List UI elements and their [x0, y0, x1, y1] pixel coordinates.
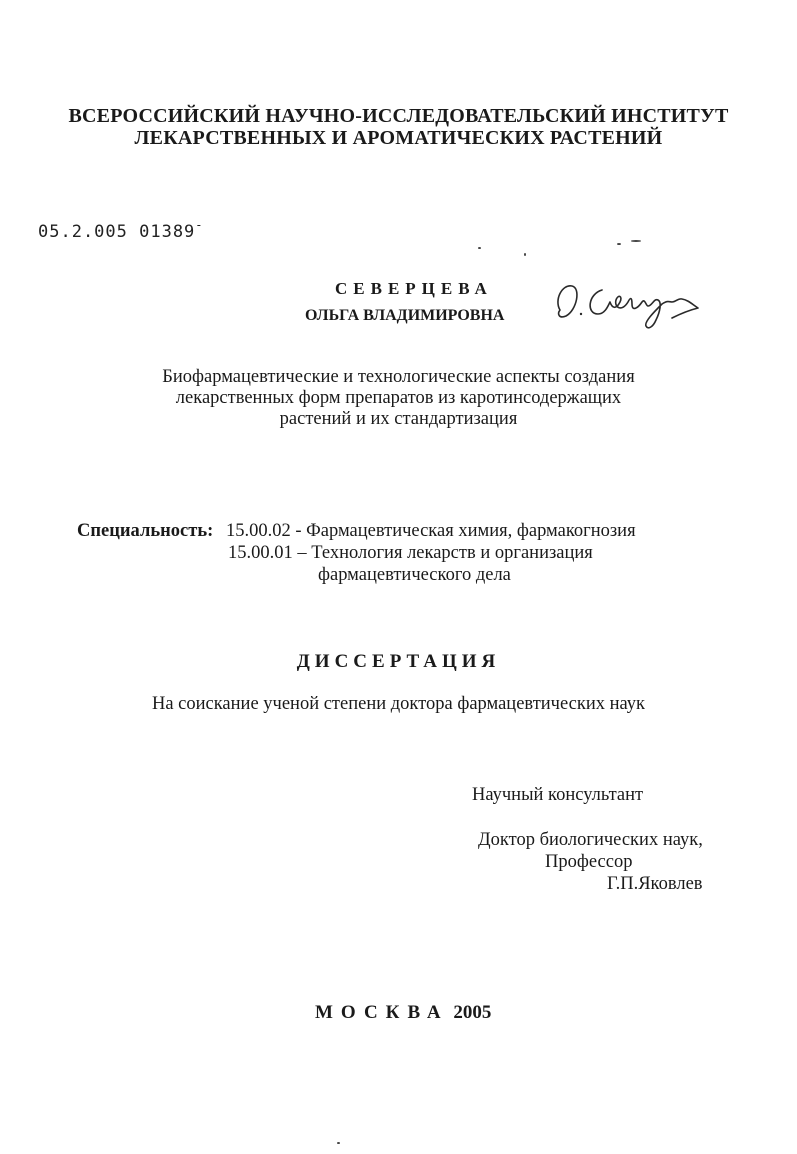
title-line-1: Биофармацевтические и технологические аспекты создания [162, 367, 635, 387]
archive-stamp-code: 05.2.005 01389- [38, 218, 204, 242]
author-signature [550, 272, 705, 342]
specialty-label: Специальность: [77, 521, 214, 541]
institute-name-line2: ЛЕКАРСТВЕННЫХ И АРОМАТИЧЕСКИХ РАСТЕНИЙ [134, 127, 663, 149]
scan-speck [617, 243, 621, 245]
degree-statement: На соискание ученой степени доктора фармацевтических наук [151, 694, 646, 714]
consultant-label: Научный консультант [472, 785, 644, 805]
scan-speck [631, 240, 641, 242]
title-line-2: лекарственных форм препаратов из каротинсодержащих [175, 388, 622, 408]
author-first-patronymic: ОЛЬГА ВЛАДИМИРОВНА [305, 307, 505, 324]
dissertation-title [0, 367, 797, 430]
specialty-line-3: фармацевтического дела [318, 565, 511, 585]
year: 2005 [453, 1002, 492, 1023]
document-type-heading: ДИССЕРТАЦИЯ [296, 651, 501, 672]
archive-code-text: 05.2.005 01389 [38, 222, 196, 242]
author-surname: СЕВЕРЦЕВА [335, 279, 493, 298]
title-line-3: растений и их стандартизация [279, 409, 518, 429]
scan-speck [337, 1142, 340, 1144]
consultant-degree: Доктор биологических наук, [478, 830, 703, 850]
consultant-name: Г.П.Яковлев [607, 874, 703, 894]
consultant-title: Профессор [545, 852, 633, 872]
institute-name-line1: ВСЕРОССИЙСКИЙ НАУЧНО-ИССЛЕДОВАТЕЛЬСКИЙ ИНСТИТУТ [68, 105, 729, 127]
city-name: МОСКВА [315, 1002, 449, 1023]
specialty-line-2: 15.00.01 – Технология лекарств и организация [228, 543, 593, 563]
scan-speck [524, 253, 526, 256]
city-year [315, 1002, 491, 1024]
scan-speck [478, 247, 481, 249]
specialty-line-1: 15.00.02 - Фармацевтическая химия, фармакогнозия [226, 521, 636, 541]
